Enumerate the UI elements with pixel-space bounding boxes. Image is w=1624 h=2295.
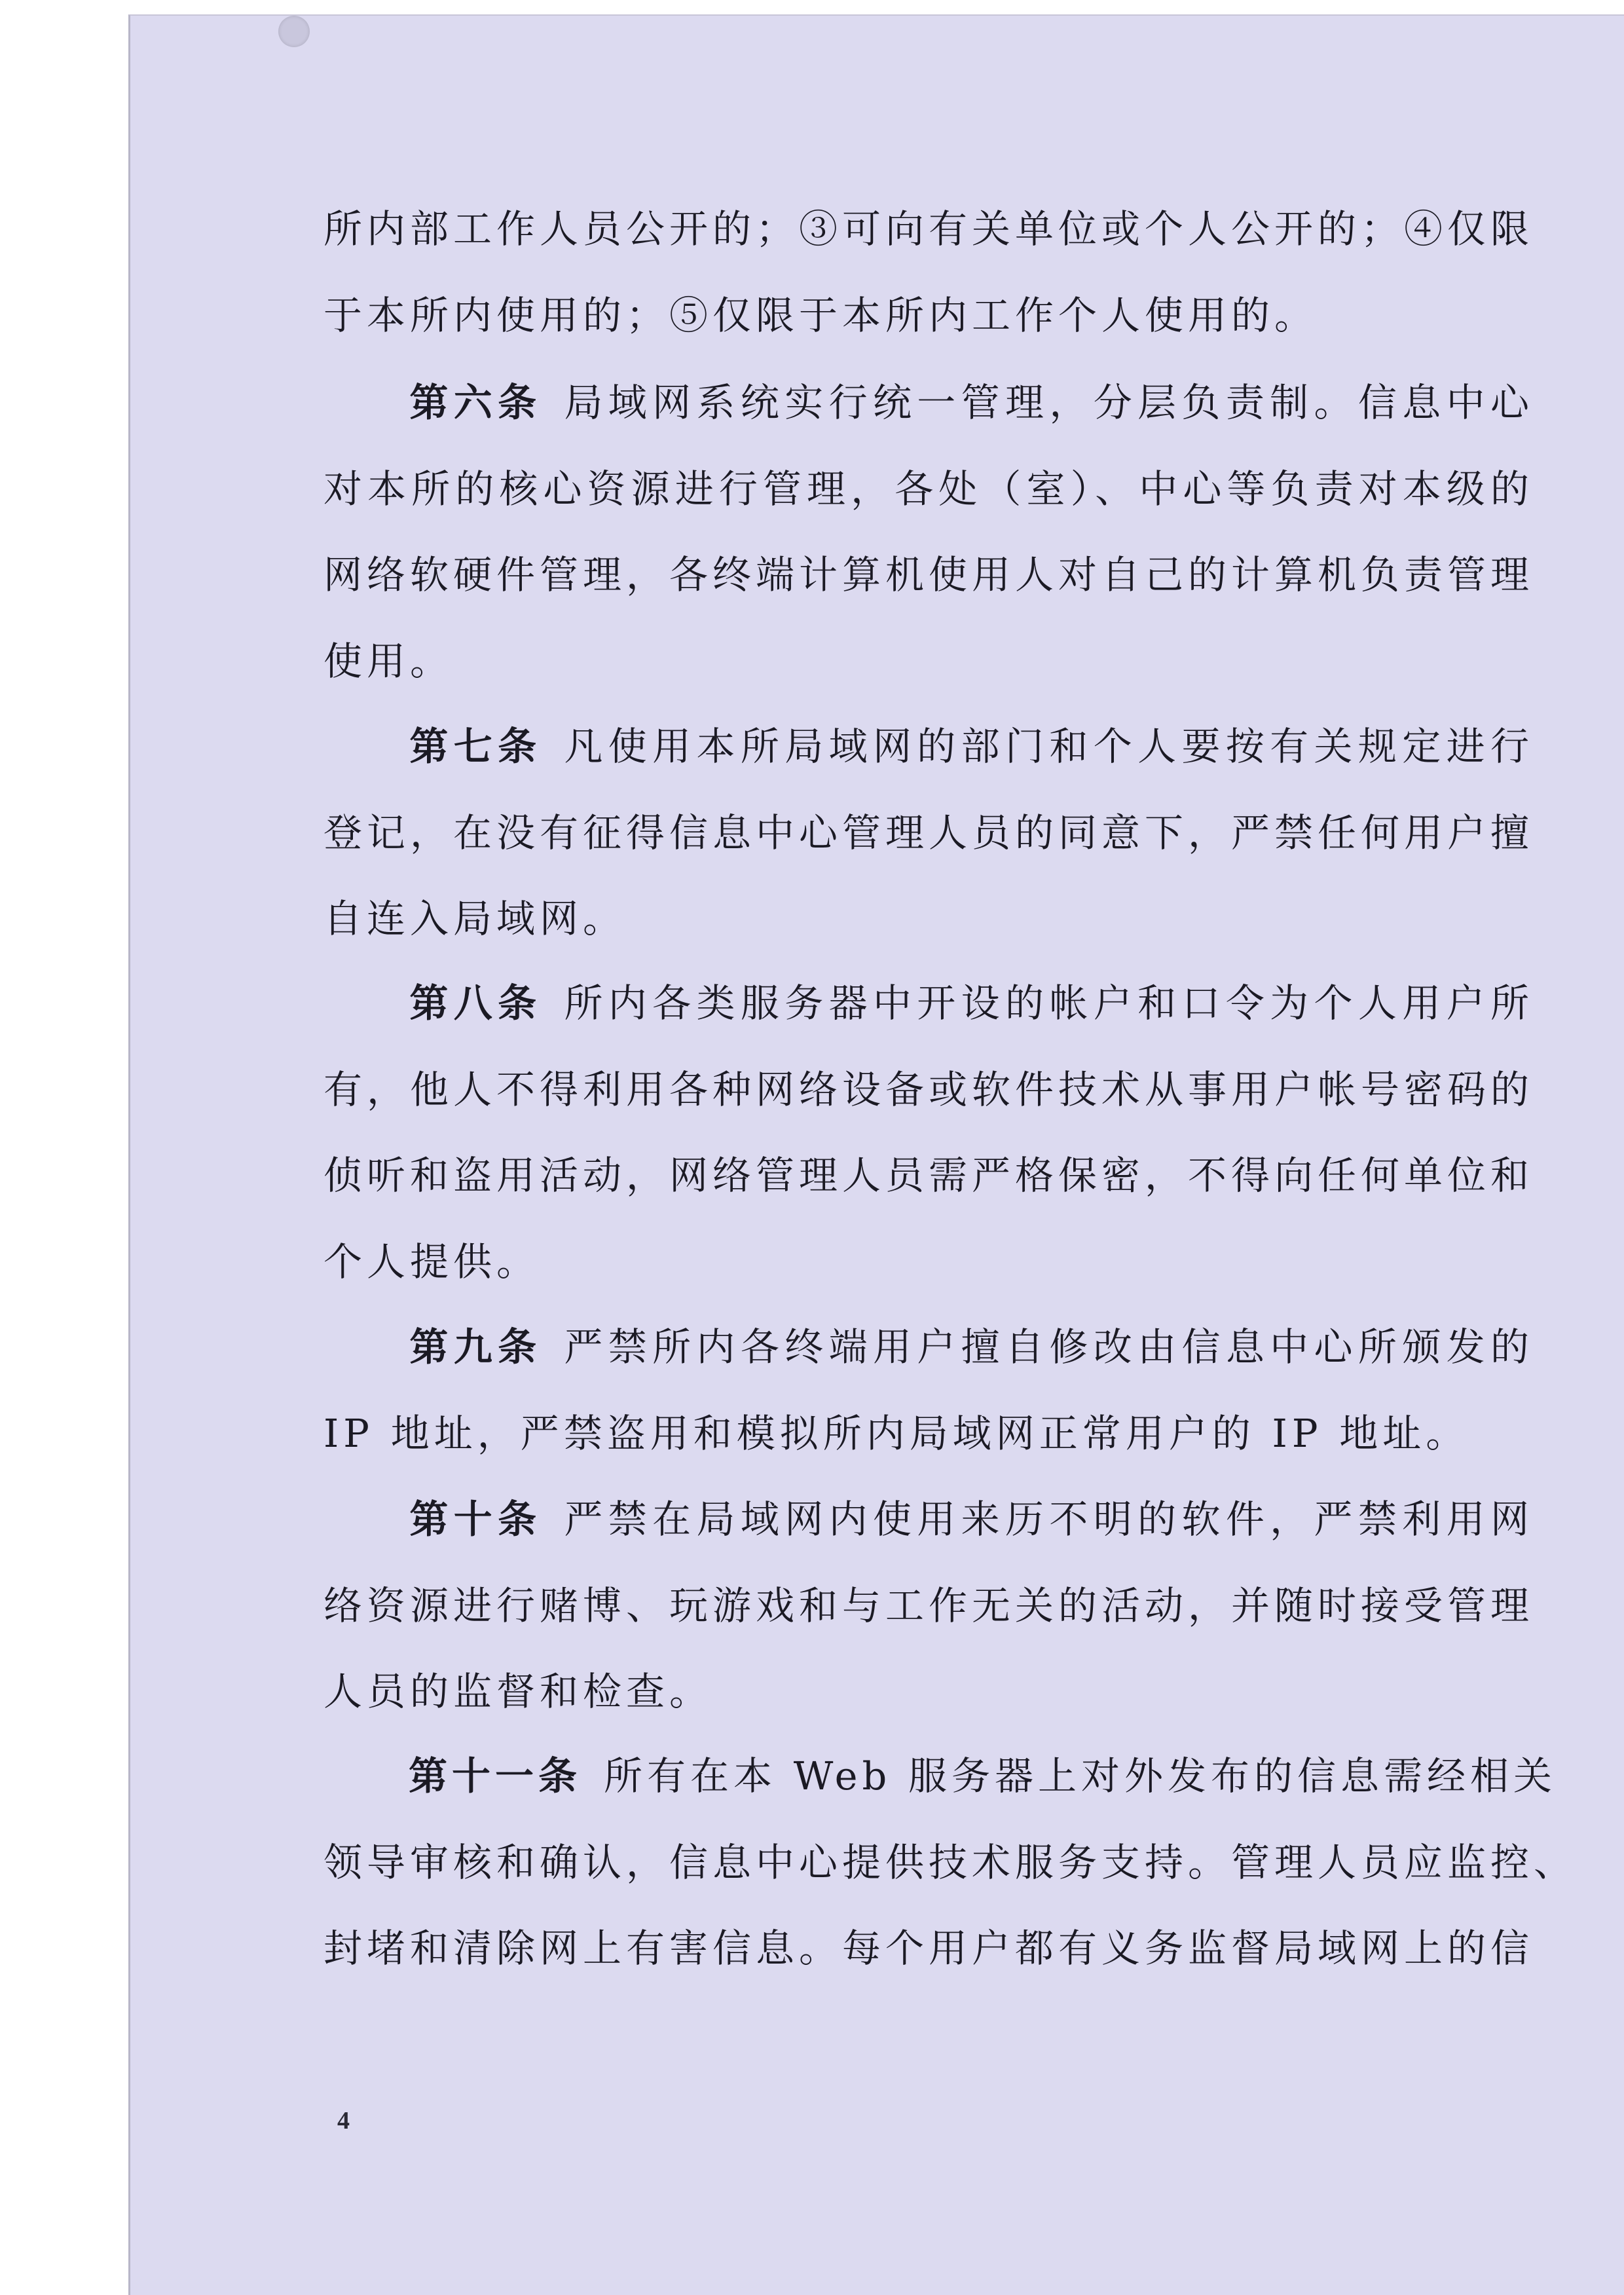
text-line: 领导审核和确认，信息中心提供技术服务支持。管理人员应监控、 — [323, 1839, 1578, 1885]
text-line: 严禁所内各终端用户擅自修改由信息中心所颁发的 — [564, 1324, 1534, 1370]
article-number: 第十条 — [409, 1497, 542, 1542]
article-six — [323, 360, 1534, 704]
scan-background-top — [0, 0, 1624, 14]
article-number: 第六条 — [409, 380, 542, 425]
text-line: 局域网系统实行统一管理，分层负责制。信息中心 — [564, 380, 1534, 425]
text-line: 所内各类服务器中开设的帐户和口令为个人用户所 — [564, 980, 1534, 1026]
text-line: 络资源进行赌博、玩游戏和与工作无关的活动，并随时接受管理 — [323, 1582, 1534, 1628]
document-page — [128, 14, 1624, 2295]
text-line: 对本所的核心资源进行管理，各处（室）、中心等负责对本级的 — [323, 466, 1534, 512]
text-line: 凡使用本所局域网的部门和个人要按有关规定进行 — [564, 724, 1534, 769]
text-line: 有，他人不得利用各种网络设备或软件技术从事用户帐号密码的 — [323, 1066, 1534, 1112]
text-line: 所有在本 Web 服务器上对外发布的信息需经相关 — [604, 1753, 1557, 1799]
scan-background-left — [0, 0, 128, 2295]
text-line: 个人提供。 — [323, 1239, 540, 1284]
text-line: 自连入局域网。 — [323, 896, 627, 941]
article-number: 第九条 — [409, 1324, 542, 1370]
article-number: 第十一条 — [409, 1753, 582, 1799]
text-line: 使用。 — [323, 638, 454, 684]
article-ten — [323, 1476, 1534, 1735]
article-eight — [323, 960, 1534, 1305]
text-line: 登记，在没有征得信息中心管理人员的同意下，严禁任何用户擅 — [323, 810, 1534, 855]
text-line: 侦听和盗用活动，网络管理人员需严格保密，不得向任何单位和 — [323, 1153, 1534, 1198]
text-line: IP 地址，严禁盗用和模拟所内局域网正常用户的 IP 地址。 — [323, 1410, 1469, 1456]
text-line: 网络软硬件管理，各终端计算机使用人对自己的计算机负责管理 — [323, 552, 1534, 597]
paragraph — [323, 186, 1534, 358]
text-line: 人员的监督和检查。 — [323, 1669, 713, 1714]
text-line: 严禁在局域网内使用来历不明的软件，严禁利用网 — [564, 1497, 1534, 1542]
page-number: 4 — [337, 2107, 350, 2135]
punch-hole — [278, 16, 310, 47]
text-line: 封堵和清除网上有害信息。每个用户都有义务监督局域网上的信 — [323, 1926, 1534, 1971]
article-number: 第七条 — [409, 724, 542, 769]
article-nine — [323, 1304, 1534, 1476]
text-line: 于本所内使用的；⑤仅限于本所内工作个人使用的。 — [323, 292, 1318, 338]
article-eleven — [323, 1733, 1578, 1992]
text-line: 所内部工作人员公开的；③可向有关单位或个人公开的；④仅限 — [323, 206, 1534, 252]
article-number: 第八条 — [409, 980, 542, 1026]
article-seven — [323, 703, 1534, 962]
